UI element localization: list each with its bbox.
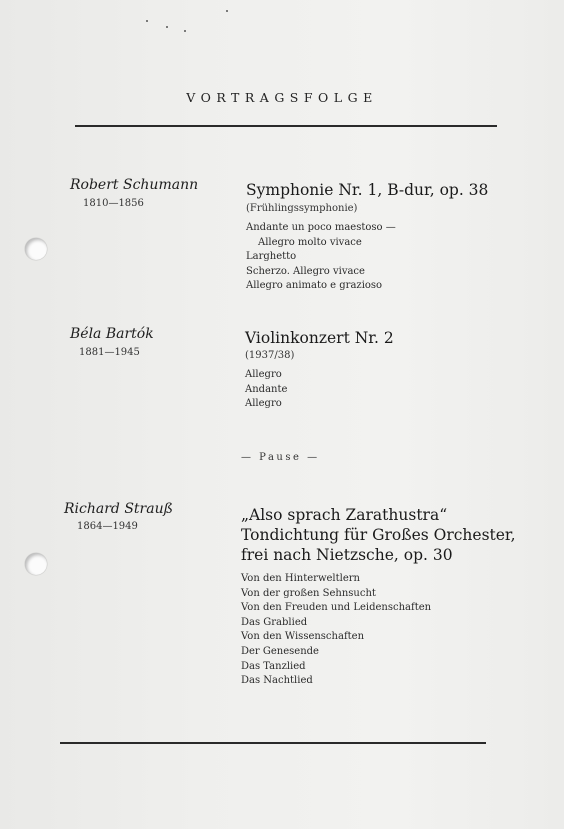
movement-item: Von den Hinterweltlern bbox=[241, 573, 360, 584]
composer-dates: 1864—1949 bbox=[77, 521, 138, 532]
movement-item: Das Nachtlied bbox=[241, 675, 313, 687]
movement-item: Das Grablied bbox=[241, 616, 308, 628]
composer-name: Robert Schumann bbox=[70, 177, 199, 193]
work-title: Tondichtung für Großes Orchester, bbox=[241, 526, 516, 544]
movement-list bbox=[246, 221, 396, 294]
paper-speck bbox=[184, 30, 186, 32]
work-title: frei nach Nietzsche, op. 30 bbox=[241, 546, 453, 564]
composer-name: Béla Bartók bbox=[70, 326, 154, 342]
movement-item: Allegro bbox=[245, 369, 282, 380]
work-subtitle: (1937/38) bbox=[245, 350, 295, 361]
paper-speck bbox=[166, 26, 168, 28]
movement-item: Allegro molto vivace bbox=[258, 236, 362, 248]
top-rule bbox=[75, 125, 497, 127]
movement-list bbox=[245, 368, 287, 412]
movement-item: Larghetto bbox=[246, 251, 297, 263]
movement-item: Allegro animato e grazioso bbox=[246, 280, 383, 292]
work-title: „Also sprach Zarathustra“ bbox=[241, 506, 448, 524]
movement-item: Scherzo. Allegro vivace bbox=[246, 265, 365, 277]
movement-item: Andante bbox=[245, 383, 288, 395]
paper-speck bbox=[146, 20, 148, 22]
composer-dates: 1810—1856 bbox=[83, 198, 144, 209]
movement-item: Das Tanzlied bbox=[241, 660, 306, 672]
movement-item: Von den Freuden und Leidenschaften bbox=[241, 602, 432, 614]
punch-hole-bottom bbox=[25, 553, 47, 575]
movement-item: Allegro bbox=[245, 398, 282, 410]
punch-hole-top bbox=[25, 238, 47, 260]
composer-dates: 1881—1945 bbox=[79, 347, 140, 358]
work-title: Symphonie Nr. 1, B-dur, op. 38 bbox=[246, 181, 489, 199]
movement-item: Von den Wissenschaften bbox=[241, 631, 365, 643]
intermission-label: — Pause — bbox=[241, 452, 320, 463]
work-title: Violinkonzert Nr. 2 bbox=[245, 329, 394, 347]
work-subtitle: (Frühlingssymphonie) bbox=[246, 203, 358, 214]
composer-name: Richard Strauß bbox=[64, 501, 173, 517]
paper-speck bbox=[226, 10, 228, 12]
movement-list bbox=[241, 572, 431, 689]
bottom-rule bbox=[60, 742, 486, 744]
page-title: VORTRAGSFOLGE bbox=[186, 90, 378, 105]
movement-item: Von der großen Sehnsucht bbox=[241, 587, 376, 599]
movement-item: Andante un poco maestoso — bbox=[246, 222, 396, 233]
movement-item: Der Genesende bbox=[241, 645, 319, 657]
